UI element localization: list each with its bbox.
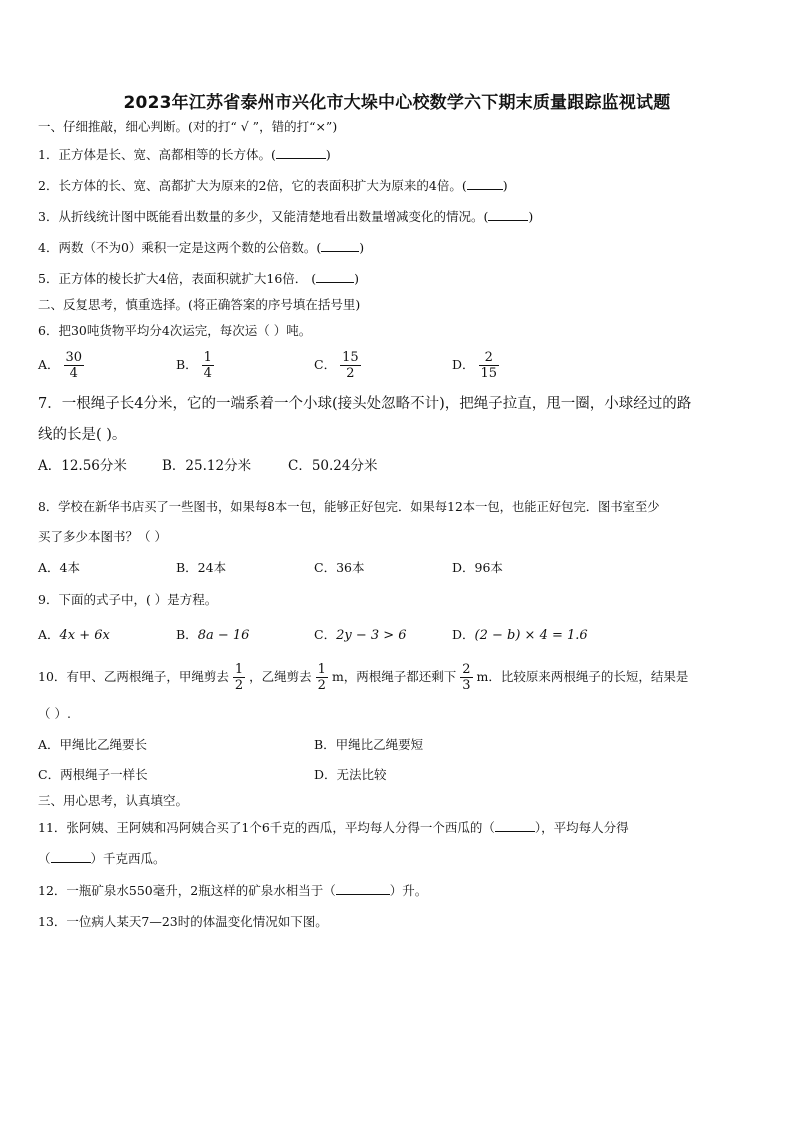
section-3-heading: 三、用心思考，认真填空。 — [38, 793, 189, 808]
fraction — [64, 350, 85, 381]
denominator: 2 — [234, 678, 244, 693]
question-9: 9．下面的式子中，( ）是方程。 — [38, 592, 218, 607]
option-8b: B．24本 — [176, 560, 227, 575]
question-11-text-end: ）千克西瓜。 — [90, 851, 166, 866]
question-2-text: 2．长方体的长、宽、高都扩大为原来的2倍，它的表面积扩大为原来的4倍。( — [38, 178, 467, 193]
option-7a: A．12.56分米 — [38, 458, 127, 474]
option-9a — [38, 626, 110, 645]
paren-open: （ — [38, 851, 51, 866]
question-12-text-end: ）升。 — [389, 883, 428, 898]
expression: (2 − b) × 4 = 1.6 — [474, 628, 588, 643]
option-7b: B．25.12分米 — [162, 458, 252, 474]
question-7-line1: 7．一根绳子长4分米，它的一端系着一个小球(接头处忽略不计)，把绳子拉直，甩一圈，小球经过的路 — [38, 396, 692, 412]
question-12-text: 12．一瓶矿泉水550毫升，2瓶这样的矿泉水相当于（ — [38, 883, 336, 898]
denominator: 3 — [462, 678, 471, 693]
expression: 2y − 3 > 6 — [336, 628, 407, 643]
answer-blank — [467, 177, 503, 190]
answer-blank — [276, 146, 326, 159]
question-11-text: 11．张阿姨、王阿姨和冯阿姨合买了1个6千克的西瓜，平均每人分得一个西瓜的（ — [38, 820, 495, 835]
numerator: 1 — [317, 662, 326, 677]
numerator: 15 — [342, 350, 359, 365]
option-8c: C．36本 — [314, 560, 365, 575]
denominator: 15 — [480, 366, 498, 381]
answer-blank — [316, 270, 354, 283]
option-8a: A．4本 — [38, 560, 80, 575]
question-10-line1 — [38, 660, 688, 694]
question-4 — [38, 239, 364, 257]
question-5-text: 5．正方体的棱长扩大4倍，表面积就扩大16倍． ( — [38, 271, 317, 286]
page-title: 2023年江苏省泰州市兴化市大垛中心校数学六下期末质量跟踪监视试题 — [123, 93, 671, 113]
question-7-line2: 线的长是( )。 — [38, 427, 127, 443]
fraction — [460, 662, 472, 693]
answer-blank — [336, 882, 390, 895]
answer-blank — [51, 850, 91, 863]
question-11-line2 — [38, 850, 166, 868]
option-label: D． — [452, 627, 475, 642]
numerator: 2 — [479, 350, 500, 366]
option-label: C． — [314, 357, 337, 372]
section-2-heading: 二、反复思考，慎重选择。(将正确答案的序号填在括号里) — [38, 297, 361, 312]
answer-blank — [488, 208, 528, 221]
question-5 — [38, 270, 359, 288]
question-10-line2: （ ）. — [38, 706, 71, 721]
option-label: B． — [176, 357, 198, 372]
question-2 — [38, 177, 508, 195]
option-10d: D．无法比较 — [314, 767, 387, 782]
denominator: 2 — [317, 678, 326, 693]
option-label: C． — [314, 627, 337, 642]
question-11-line1 — [38, 819, 629, 837]
question-1 — [38, 146, 331, 164]
question-6: 6．把30吨货物平均分4次运完，每次运（ ）吨。 — [38, 323, 312, 338]
question-8-line2: 买了多少本图书？（ ） — [38, 529, 167, 544]
option-10c: C．两根绳子一样长 — [38, 767, 148, 782]
question-8-line1: 8．学校在新华书店买了一些图书，如果每8本一包，能够正好包完．如果每12本一包，也能正好包完．图书室至少 — [38, 500, 660, 514]
option-label: D． — [452, 357, 475, 372]
denominator: 2 — [346, 366, 355, 381]
option-label: A． — [38, 627, 60, 642]
question-3-text: 3．从折线统计图中既能看出数量的多少，又能清楚地看出数量增减变化的情况。( — [38, 209, 489, 224]
denominator: 4 — [203, 366, 212, 381]
question-10-text-a: 10．有甲、乙两根绳子，甲绳剪去 — [38, 669, 229, 684]
fraction — [202, 350, 214, 381]
option-10a: A．甲绳比乙绳要长 — [38, 737, 148, 752]
expression: 8a − 16 — [197, 628, 250, 643]
paren-close: ) — [354, 271, 360, 286]
denominator: 4 — [69, 366, 78, 381]
question-13: 13．一位病人某天7—23时的体温变化情况如下图。 — [38, 914, 328, 929]
numerator: 30 — [65, 350, 83, 365]
fraction — [340, 350, 361, 381]
option-6c — [314, 350, 361, 381]
paren-close: ) — [502, 178, 508, 193]
option-9c — [314, 626, 407, 645]
question-10-text-b: ，乙绳剪去 — [249, 669, 312, 684]
option-6d — [452, 350, 499, 381]
question-12 — [38, 882, 427, 900]
option-label: A． — [38, 357, 60, 372]
option-label: B． — [176, 627, 198, 642]
option-6a — [38, 350, 84, 381]
option-6b — [176, 350, 214, 381]
option-8d: D．96本 — [452, 560, 503, 575]
paren-close: ) — [528, 209, 534, 224]
question-10-text-c: m，两根绳子都还剩下 — [331, 669, 457, 684]
answer-blank — [495, 819, 535, 832]
numerator: 1 — [234, 662, 244, 677]
section-1-heading: 一、仔细推敲，细心判断。(对的打“ √ ”，错的打“×”) — [38, 119, 338, 134]
numerator: 1 — [203, 350, 212, 365]
option-9d — [452, 626, 588, 645]
option-7c: C．50.24分米 — [288, 458, 378, 474]
question-1-text: 1．正方体是长、宽、高都相等的长方体。( — [38, 147, 276, 162]
fraction — [479, 350, 500, 381]
paren-close: ) — [325, 147, 331, 162]
paren-close: ) — [359, 240, 365, 255]
option-9b — [176, 626, 249, 645]
fraction — [316, 662, 328, 693]
question-11-text-mid: ），平均每人分得 — [534, 820, 629, 835]
fraction — [233, 662, 245, 693]
question-4-text: 4．两数（不为0）乘积一定是这两个数的公倍数。( — [38, 240, 322, 255]
question-3 — [38, 208, 533, 226]
answer-blank — [321, 239, 359, 252]
expression: 4x + 6x — [59, 628, 110, 643]
question-10-text-d: m．比较原来两根绳子的长短，结果是 — [476, 669, 689, 684]
option-10b: B．甲绳比乙绳要短 — [314, 737, 424, 752]
numerator: 2 — [462, 662, 471, 677]
